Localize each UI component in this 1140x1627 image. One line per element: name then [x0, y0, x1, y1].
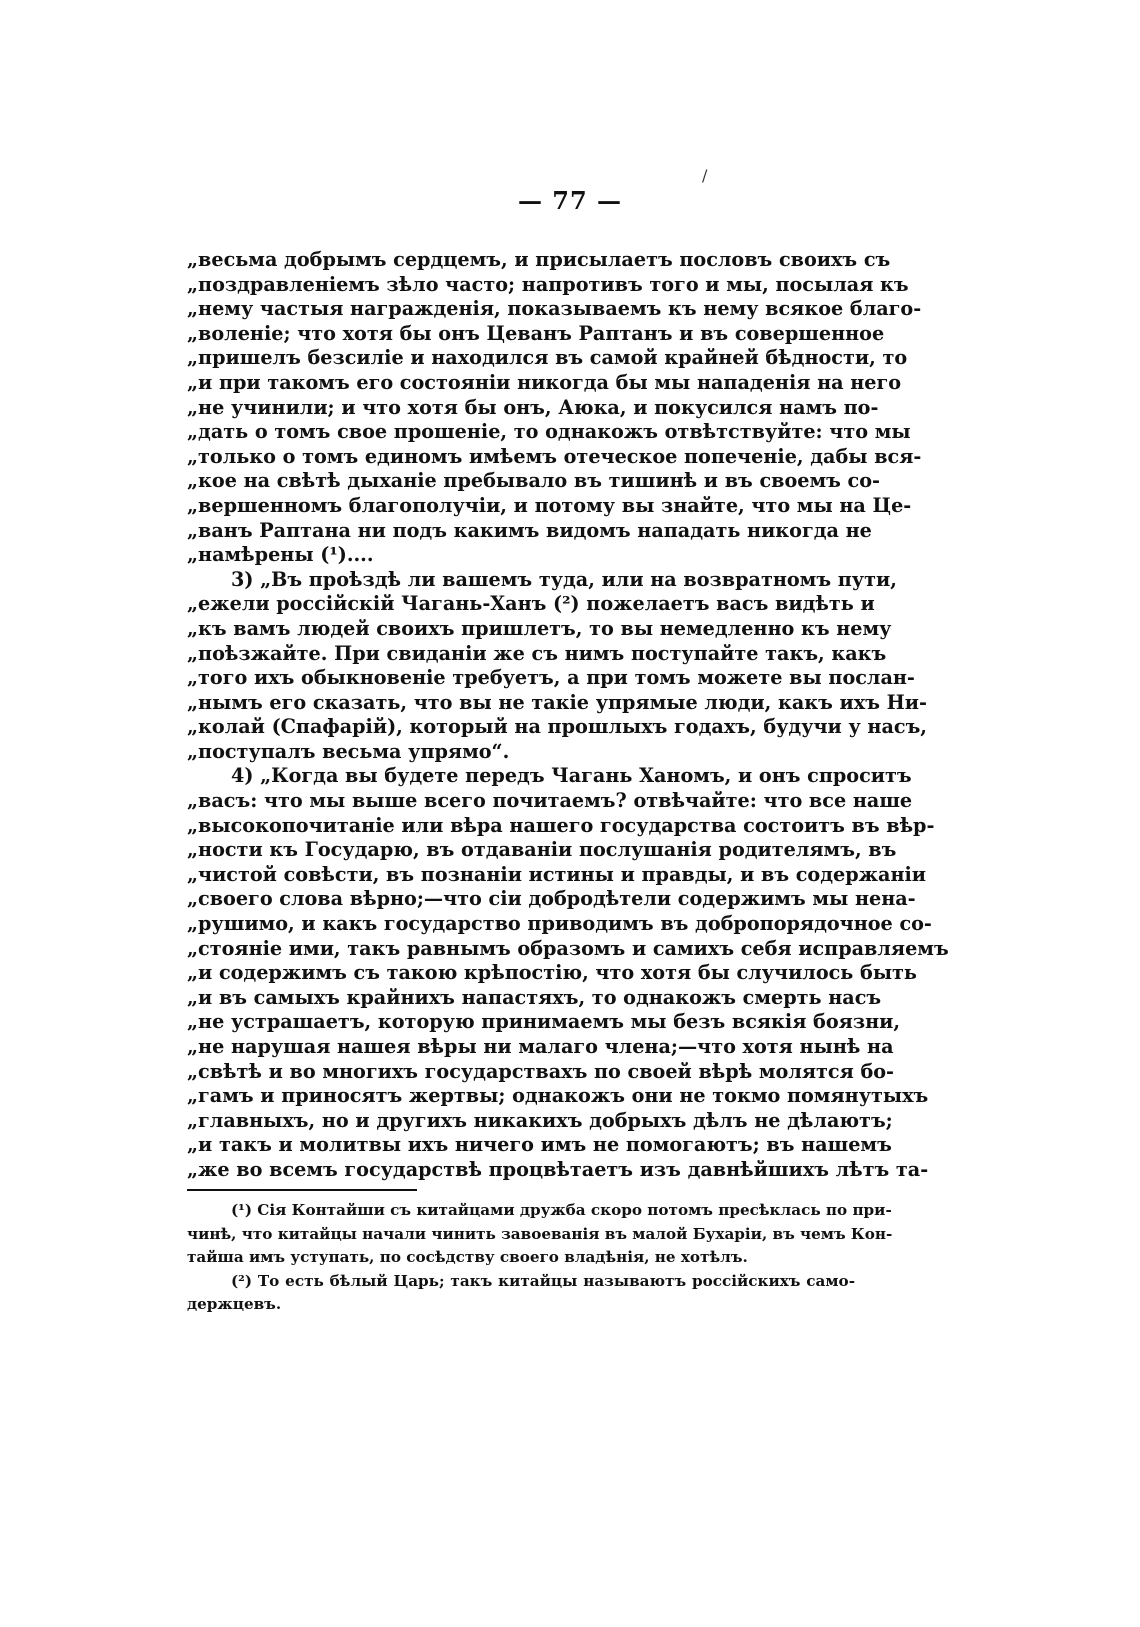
footnote-line: держцевъ. [187, 1295, 282, 1313]
text-line: „чистой совѣсти, въ познаніи истины и правды, и въ содержаніи [187, 862, 927, 886]
text-line: „ежели россійскій Чагань-Ханъ (²) пожелаетъ васъ видѣть и [187, 592, 875, 616]
footnote-line: тайша имъ уступать, по сосѣдству своего владѣнія, не хотѣлъ. [187, 1248, 748, 1266]
text-line: „и при такомъ его состояніи никогда бы мы нападенія на него [187, 370, 902, 394]
main-text-block [187, 248, 949, 1183]
text-line: „нымъ его сказать, что вы не такіе упрямые люди, какъ ихъ Ни- [187, 690, 927, 714]
text-line: „намѣрены (¹).... [187, 543, 374, 567]
text-line: „дать о томъ свое прошеніе, то однакожъ отвѣтствуйте: что мы [187, 420, 911, 444]
text-line: „поздравленіемъ зѣло часто; напротивъ того и мы, посылая къ [187, 272, 909, 296]
text-line: „не нарушая нашея вѣры ни малаго члена;—что хотя нынѣ на [187, 1035, 894, 1058]
text-line: „колай (Спафарій), который на прошлыхъ годахъ, будучи у насъ, [187, 715, 927, 739]
text-line: „же во всемъ государствѣ процвѣтаетъ изъ давнѣйшихъ лѣтъ та- [187, 1157, 929, 1181]
text-line: 3) „Въ проѣздѣ ли вашемъ туда, или на возвратномъ пути, [231, 567, 897, 591]
text-line: „стояніе ими, такъ равнымъ образомъ и самихъ себя исправляемъ [187, 936, 949, 960]
text-line: „гамъ и приносятъ жертвы; однакожъ они не токмо помянутыхъ [187, 1084, 929, 1108]
text-line: „ности къ Государю, въ отдаваніи послушанія родителямъ, въ [187, 838, 897, 862]
text-line: „поѣзжайте. При свиданіи же съ нимъ поступайте такъ, какъ [187, 641, 887, 665]
text-line: 4) „Когда вы будете передъ Чагань Ханомъ, и онъ спроситъ [231, 764, 912, 788]
text-line: „высокопочитаніе или вѣра нашего государства состоитъ въ вѣр- [187, 813, 935, 837]
text-line: „воленіе; что хотя бы онъ Цеванъ Раптанъ и въ совершенное [187, 321, 885, 345]
text-line: „къ вамъ людей своихъ пришлетъ, то вы немедленно къ нему [187, 616, 892, 640]
footnote-line: (¹) Сія Контайши съ китайцами дружба скоро потомъ пресѣклась по при- [231, 1201, 892, 1219]
text-line: „ванъ Раптана ни подъ какимъ видомъ нападать никогда не [187, 518, 872, 542]
margin-mark: / [702, 166, 708, 185]
text-line: „только о томъ единомъ имѣемъ отеческое попеченіе, дабы вся- [187, 444, 922, 468]
text-line: „свѣтѣ и во многихъ государствахъ по своей вѣрѣ молятся бо- [187, 1059, 895, 1083]
text-line: „и содержимъ съ такою крѣпостію, что хотя бы случилось быть [187, 961, 917, 985]
page-number: — 77 — [517, 186, 623, 215]
text-line: „не учинили; и что хотя бы онъ, Аюка, и покусился намъ по- [187, 395, 879, 419]
text-line: „васъ: что мы выше всего почитаемъ? отвѣчайте: что все наше [187, 789, 913, 813]
text-line: „и въ самыхъ крайнихъ напастяхъ, то однакожъ смерть насъ [187, 985, 882, 1009]
text-line: „рушимо, и какъ государство приводимъ въ добропорядочное со- [187, 912, 932, 936]
text-line: „того ихъ обыкновеніе требуетъ, а при томъ можете вы послан- [187, 666, 915, 690]
text-line: „весьма добрымъ сердцемъ, и присылаетъ пословъ своихъ съ [187, 248, 891, 271]
footnote-line: чинѣ, что китайцы начали чинить завоеванія въ малой Бухаріи, въ чемъ Кон- [187, 1224, 893, 1243]
text-line: „поступалъ весьма упрямо“. [187, 739, 510, 763]
footnote-line: (²) То есть бѣлый Царь; такъ китайцы называютъ россійскихъ само- [231, 1271, 855, 1290]
text-line: „пришелъ безсиліе и находился въ самой крайней бѣдности, то [187, 346, 908, 370]
text-line: „не устрашаетъ, которую принимаемъ мы безъ всякія боязни, [187, 1010, 901, 1034]
text-line: „и такъ и молитвы ихъ ничего имъ не помогаютъ; въ нашемъ [187, 1133, 892, 1157]
text-line: „кое на свѣтѣ дыханіе пребывало въ тишинѣ и въ своемъ со- [187, 469, 880, 493]
text-line: „нему частыя награжденія, показываемъ къ нему всякое благо- [187, 297, 922, 321]
text-line: „вершенномъ благополучіи, и потому вы знайте, что мы на Це- [187, 493, 912, 517]
footnote-separator [187, 1189, 417, 1191]
text-line: „своего слова вѣрно;—что сіи добродѣтели содержимъ мы нена- [187, 887, 916, 911]
text-line: „главныхъ, но и другихъ никакихъ добрыхъ дѣлъ не дѣлаютъ; [187, 1108, 893, 1132]
footnotes-block [187, 1199, 893, 1317]
